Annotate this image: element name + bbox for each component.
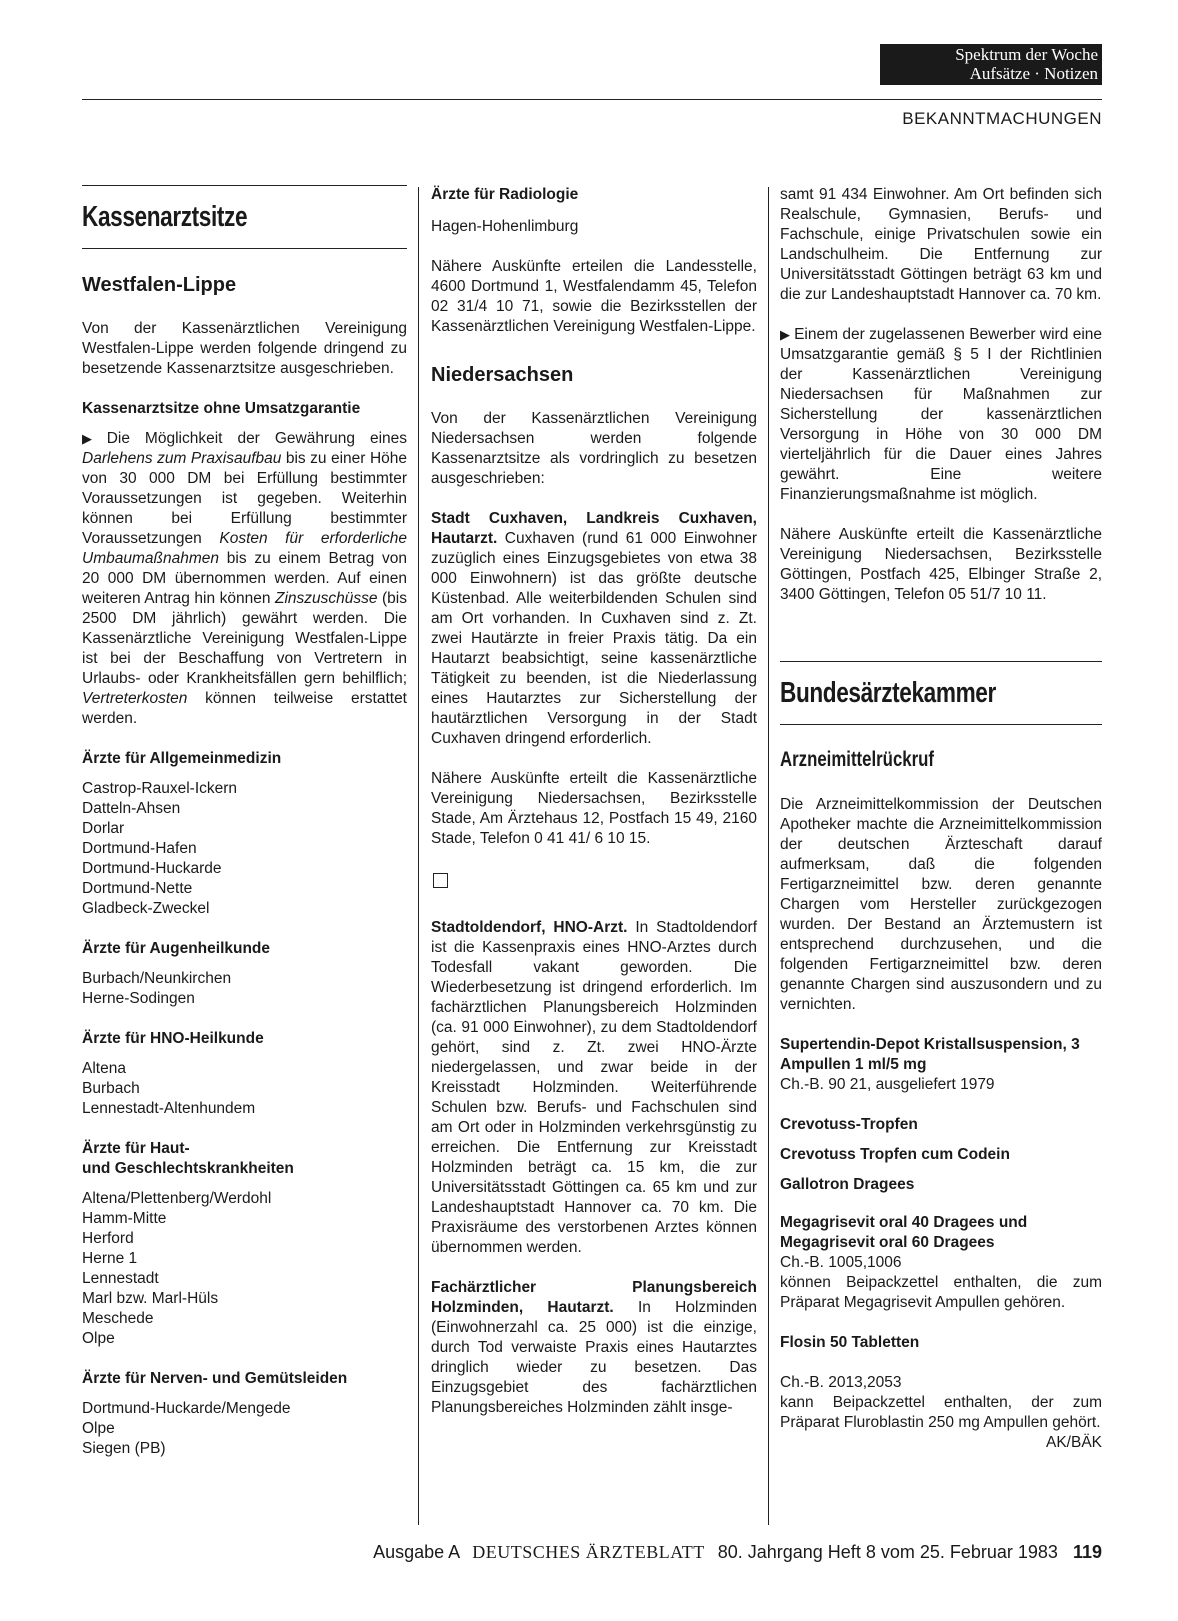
group-heading: Ärzte für Haut- und Geschlechtskrankheiten (82, 1140, 294, 1177)
list-item: Dortmund-Nette (82, 880, 193, 897)
list-item: Datteln-Ahsen (82, 800, 181, 817)
signature: AK/BÄK (1046, 1434, 1102, 1451)
arrow-icon: ▶ (82, 431, 103, 446)
guarantee-paragraph: ▶ Die Möglichkeit der Gewährung eines Darlehens zum Praxisaufbau bis zu einer Höhe von 30 000 DM bei Erfüllung bestimmter Voraussetzungen ist gegeben. Weiterhin können bei Erfüllung bestimmter Voraussetzungen Kosten für erforderliche Umbaumaßnahmen bis zu einem Betrag von 20 000 DM übernommen werden. Auf einen weiteren Antrag hin können Zinszuschüsse (bis 2500 DM jährlich) gewährt werden. Die Kassenärztliche Vereinigung Westfalen-Lippe ist bei der Beschaffung von Vertretern in Urlaubs- oder Krankheitsfällen gern behilflich; Vertreterkosten können teilweise erstattet werden. (82, 430, 408, 727)
drug-note: kann Beipackzettel enthalten, der zum Präparat Fluroblastin 250 mg Ampullen gehört. AK/BÄK (780, 1394, 1102, 1451)
list-item: Castrop-Rauxel-Ickern (82, 780, 238, 797)
drug-name: Gallotron Dragees (780, 1176, 915, 1193)
column-3 (780, 185, 1102, 1453)
place-list (82, 1399, 407, 1459)
arrow-icon: ▶ (780, 327, 791, 342)
column-1 (82, 185, 407, 1479)
article-title: Kassenarztsitze (82, 201, 248, 233)
list-item: Meschede (82, 1310, 154, 1327)
listing-stadtoldendorf: Stadtoldendorf, HNO-Arzt. In Stadtoldendorf ist die Kassenpraxis eines HNO-Arztes durch Todesfall vakant geworden. Die Wiederbesetzung ist dringend erforderlich. Im fachärztlichen Planungsbereich Holzminden (ca. 91 000 Einwohner), zu dem Stadtoldendorf gehört, sind z. Zt. zwei HNO-Ärzte niedergelassen, und zwar beide in der Kreisstadt Holzminden. Weiterführende Schulen bzw. Berufs- und Fachschulen sind am Ort oder in Holzminden verkehrsgünstig zu erreichen. Die Entfernung zur Kreisstadt Holzminden beträgt ca. 15 km, die zur Universitätsstadt Göttingen ca. 65 km und zur Landeshauptstadt Hannover ca. 70 km. Die Praxisräume des verstorbenen Arztes können übernommen werden. (431, 919, 758, 1256)
issue-info: 80. Jahrgang Heft 8 vom 25. Februar 1983 (717, 1542, 1058, 1562)
list-item: Dortmund-Hafen (82, 840, 197, 857)
drug-name: Crevotuss Tropfen cum Codein (780, 1146, 1010, 1163)
list-item: Dortmund-Huckarde/Mengede (82, 1400, 291, 1417)
drug-batch: Ch.-B. 1005,1006 (780, 1254, 902, 1271)
drug-note: können Beipackzettel enthalten, die zum Präparat Megagrisevit Ampullen gehören. (780, 1274, 1102, 1311)
drug-name: Megagrisevit oral 40 Dragees und Megagrisevit oral 60 Dragees (780, 1214, 1028, 1251)
listing-cuxhaven: Stadt Cuxhaven, Landkreis Cuxhaven, Hautarzt. Cuxhaven (rund 61 000 Einwohner zuzüglich eines Einzugsgebietes von etwa 38 000 Einwohnern) ist das größte deutsche Küstenbad. Alle weiterbildenden Schulen sind am Ort vorhanden. In Cuxhaven sind z. Zt. zwei Hautärzte in freier Praxis tätig. Da ein Hautarzt beabsichtigt, seine kassenärztliche Tätigkeit zu beenden, ist die Niederlassung eines Hautarztes zur Sicherstellung der hautärztlichen Versorgung in der Stadt Cuxhaven dringend erforderlich. (431, 510, 757, 747)
article-title: Bundesärztekammer (780, 677, 996, 709)
title-rule (780, 661, 1102, 662)
page-footer (373, 1542, 1102, 1563)
region-heading: Niedersachsen (431, 364, 574, 386)
list-item: Siegen (PB) (82, 1440, 166, 1457)
title-rule (82, 185, 407, 186)
guarantee-paragraph: ▶ Einem der zugelassenen Bewerber wird eine Umsatzgarantie gemäß § 5 I der Richtlinien der Kassenärztlichen Vereinigung Niedersachsen für Maßnahmen zur Sicherstellung der kassenärztlichen Versorgung in Höhe von 30 000 DM vierteljährlich für die Dauer eines Jahres gewährt. Eine weitere Finanzierungsmaßnahme ist möglich. (780, 326, 1103, 503)
list-item: Lennestadt (82, 1270, 159, 1287)
continued-paragraph: samt 91 434 Einwohner. Am Ort befinden sich Realschule, Gymnasien, Berufs- und Fachschule, einige Privatschulen sowie ein Landschulheim. Die Entfernung zur Universitätsstadt Göttingen beträgt 63 km und die zur Landeshauptstadt Hannover ca. 70 km. (780, 186, 1102, 303)
group-heading: Ärzte für Allgemeinmedizin (82, 750, 282, 767)
drug-name: Flosin 50 Tabletten (780, 1334, 920, 1351)
list-item: Burbach (82, 1080, 140, 1097)
drug-name: Supertendin-Depot Kristallsuspension, 3 Ampullen 1 ml/5 mg (780, 1036, 1080, 1073)
region-heading: Westfalen-Lippe (82, 274, 237, 296)
group-heading: Ärzte für Radiologie (431, 186, 579, 203)
drug-name: Crevotuss-Tropfen (780, 1116, 918, 1133)
contact-paragraph: Nähere Auskünfte erteilt die Kassenärztliche Vereinigung Niedersachsen, Bezirksstelle Stade, Am Ärztehaus 12, Postfach 15 49, 2160 Stade, Telefon 0 41 41/ 6 10 15. (431, 770, 757, 847)
subheading: Kassenarztsitze ohne Umsatzgarantie (82, 400, 361, 417)
edition-label: Ausgabe A (373, 1542, 460, 1562)
group-heading: Ärzte für Nerven- und Gemütsleiden (82, 1370, 348, 1387)
top-rule (82, 99, 1102, 100)
column-divider-2 (768, 187, 769, 1525)
badge-line-1: Spektrum der Woche (955, 45, 1098, 64)
list-item: Olpe (82, 1420, 115, 1437)
place-list (82, 969, 407, 1009)
journal-name: DEUTSCHES ÄRZTEBLATT (472, 1542, 705, 1562)
section-badge (880, 44, 1102, 85)
list-item: Marl bzw. Marl-Hüls (82, 1290, 219, 1307)
column-2 (431, 185, 757, 1438)
intro-paragraph: Von der Kassenärztlichen Vereinigung Niedersachsen werden folgende Kassenarztsitze als vordringlich zu besetzen ausgeschrieben: (431, 410, 757, 487)
title-rule-bottom (780, 724, 1102, 725)
listing-holzminden: Fachärztlicher Planungsbereich Holzminden, Hautarzt. In Holzminden (Einwohnerzahl ca. 25 000) ist die einzige, durch Tod verwaiste Praxis eines Hautarztes dringlich wieder zu besetzen. Das Einzugsgebiet des fachärztlichen Planungsbereiches Holzminden zählt insge- (431, 1279, 757, 1416)
list-item: Herne 1 (82, 1250, 138, 1267)
list-item: Hamm-Mitte (82, 1210, 167, 1227)
list-item: Olpe (82, 1330, 115, 1347)
place-list (82, 1059, 407, 1119)
end-square-icon (431, 869, 757, 918)
contact-paragraph: Nähere Auskünfte erteilt die Kassenärztliche Vereinigung Niedersachsen, Bezirksstelle Göttingen, Postfach 425, Elbinger Straße 2, 3400 Göttingen, Telefon 05 51/7 10 11. (780, 526, 1102, 603)
place-text: Hagen-Hohenlimburg (431, 218, 579, 235)
drug-batch: Ch.-B. 2013,2053 (780, 1374, 902, 1391)
subtitle: Arzneimittelrückruf (780, 748, 935, 771)
recall-intro: Die Arzneimittelkommission der Deutschen Apotheker machte die Arzneimittelkommission der deutschen Ärzteschaft darauf aufmerksam, daß die folgenden Fertigarzneimittel bzw. deren genannte Chargen vom Hersteller zurückgezogen wurden. Der Bestand an Ärztemustern ist entsprechend durchzusehen, und die folgenden Fertigarzneimittel bzw. deren genannte Chargen sind auszusondern und zu vernichten. (780, 796, 1102, 1013)
place-list (82, 1189, 407, 1349)
group-heading: Ärzte für Augenheilkunde (82, 940, 271, 957)
group-heading: Ärzte für HNO-Heilkunde (82, 1030, 264, 1047)
section-label: BEKANNTMACHUNGEN (902, 109, 1102, 128)
place-list (82, 779, 407, 919)
title-rule-bottom (82, 248, 407, 249)
list-item: Dorlar (82, 820, 125, 837)
list-item: Lennestadt-Altenhundem (82, 1100, 256, 1117)
page-number: 119 (1072, 1542, 1102, 1562)
drug-batch: Ch.-B. 90 21, ausgeliefert 1979 (780, 1076, 995, 1093)
list-item: Dortmund-Huckarde (82, 860, 222, 877)
contact-paragraph: Nähere Auskünfte erteilen die Landesstelle, 4600 Dortmund 1, Westfalendamm 45, Telefon 02 31/4 10 71, sowie die Bezirksstellen der Kassenärztlichen Vereinigung Westfalen-Lippe. (431, 258, 757, 335)
list-item: Altena/Plettenberg/Werdohl (82, 1190, 272, 1207)
column-divider-1 (418, 187, 419, 1525)
list-item: Herne-Sodingen (82, 990, 195, 1007)
intro-paragraph: Von der Kassenärztlichen Vereinigung Westfalen-Lippe werden folgende dringend zu besetzende Kassenarztsitze ausgeschrieben. (82, 320, 407, 377)
list-item: Altena (82, 1060, 126, 1077)
list-item: Herford (82, 1230, 134, 1247)
badge-line-2: Aufsätze · Notizen (969, 64, 1098, 83)
list-item: Gladbeck-Zweckel (82, 900, 210, 917)
list-item: Burbach/Neunkirchen (82, 970, 232, 987)
